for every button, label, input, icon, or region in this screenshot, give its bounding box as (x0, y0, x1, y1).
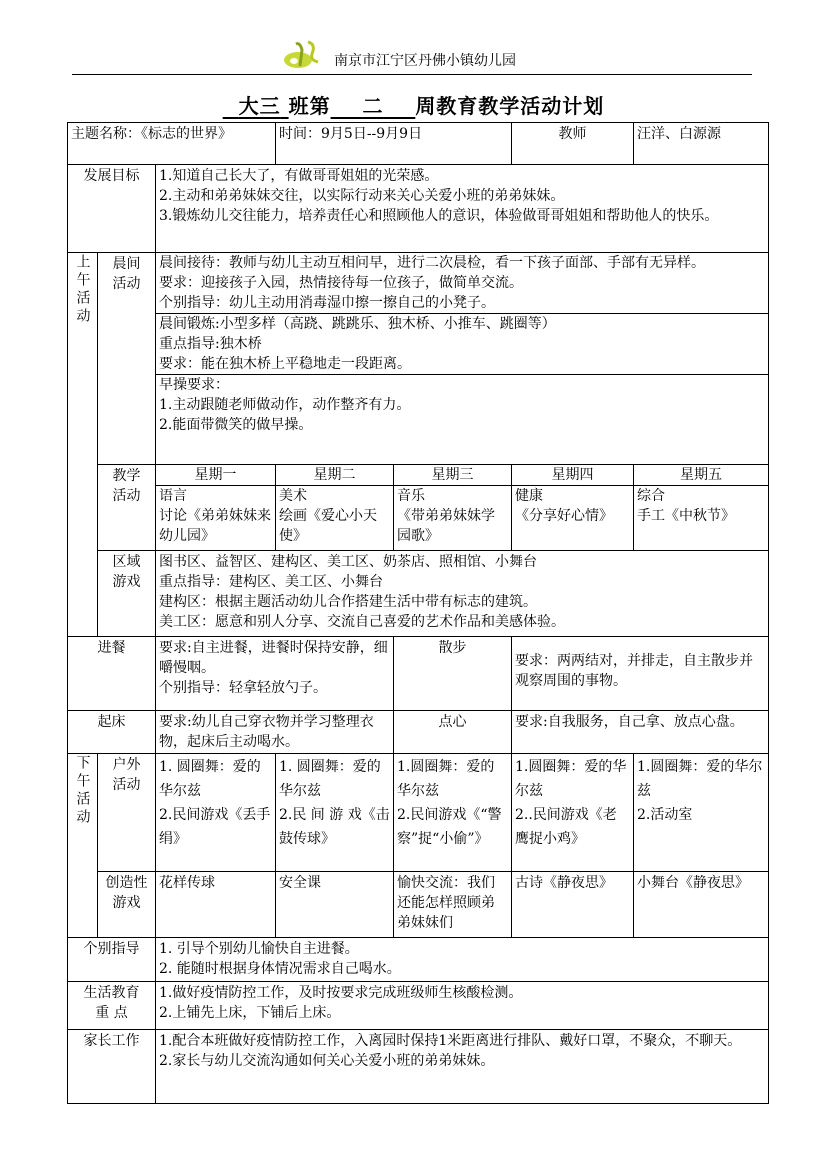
outdoor-wednesday: 1.圆圈舞：爱的华尔兹 2.民间游戏《“警察”捉“小偷”》 (394, 754, 512, 872)
week-fill: 二 (362, 94, 384, 118)
parents-label: 家长工作 (68, 1030, 156, 1104)
header-divider (72, 74, 752, 75)
teaching-label: 教学活动 (98, 465, 156, 551)
life-row (68, 982, 769, 1030)
snack-label: 点心 (394, 711, 512, 754)
creative-thursday: 古诗《静夜思》 (512, 872, 634, 938)
morning-activity-content (156, 253, 769, 465)
school-name: 南京市江宁区丹佛小镇幼儿园 (334, 53, 516, 69)
area-content: 图书区、益智区、建构区、美工区、奶茶店、照相馆、小舞台 重点指导：建构区、美工区、小舞台 建构区：根据主题活动幼儿合作搭建生活中带有标志的建筑。 美工区：愿意和别人分享、交流自己喜爱的艺术作品和美感体验。 (156, 551, 769, 637)
guidance-content: 1. 引导个别幼儿愉快自主进餐。 2. 能随时根据身体情况需求自己喝水。 (156, 938, 769, 982)
teacher-label: 教师 (512, 123, 634, 165)
creative-row (68, 872, 769, 938)
theme-name: 主题名称：《标志的世界》 (68, 123, 276, 165)
guidance-label: 个别指导 (68, 938, 156, 982)
goals-content (156, 165, 769, 253)
area-label: 区域游戏 (98, 551, 156, 637)
morning-label: 上午活动 (68, 253, 98, 637)
title-rest: 周教育教学活动计划 (415, 94, 605, 118)
outdoor-thursday: 1.圆圈舞：爱的华尔兹 2..民间游戏《老鹰捉小鸡》 (512, 754, 634, 872)
goal-item: 3.锻炼幼儿交往能力，培养责任心和照顾他人的意识，体验做哥哥姐姐和帮助他人的快乐。 (159, 208, 719, 224)
goals-label: 发展目标 (68, 165, 156, 253)
wake-row (68, 711, 769, 754)
snack-content: 要求:自我服务，自己拿、放点心盘。 (512, 711, 769, 754)
morning-activity-label: 晨间活动 (98, 253, 156, 465)
creative-friday: 小舞台《静夜思》 (634, 872, 769, 938)
teaching-wednesday: 星期三 音乐 《带弟弟妹妹学园歌》 (394, 465, 512, 551)
morning-activity-row (68, 253, 769, 465)
teaching-thursday: 星期四 健康 《分享好心情》 (512, 465, 634, 551)
guidance-row (68, 938, 769, 982)
goal-item: 2.主动和弟弟妹妹交往，以实际行动来关心关爱小班的弟弟妹妹。 (159, 188, 565, 204)
creative-wednesday: 愉快交流：我们还能怎样照顾弟弟妹妹们 (394, 872, 512, 938)
reception-block: 晨间接待：教师与幼儿主动互相问早，进行二次晨检，看一下孩子面部、手部有无异样。 要求：迎接孩子入园，热情接待每一位孩子，做简单交流。 个别指导：幼儿主动用消毒湿巾擦一擦自己的小凳子。 (156, 253, 768, 314)
weekday-header: 星期三 (394, 465, 511, 486)
weekly-plan-table (67, 122, 769, 1104)
outdoor-row (68, 754, 769, 872)
teacher-names: 汪洋、白源源 (634, 123, 769, 165)
exercise-block: 晨间锻炼:小型多样（高跷、跳跳乐、独木桥、小推车、跳圈等） 重点指导:独木桥 要求：能在独木桥上平稳地走一段距离。 (156, 314, 768, 375)
parents-row (68, 1030, 769, 1104)
outdoor-monday: 1. 圆圈舞：爱的华尔兹 2.民间游戏《丢手绢》 (156, 754, 276, 872)
teaching-tuesday: 星期二 美术 绘画《爱心小天使》 (276, 465, 394, 551)
class-fill: 大三 (238, 94, 281, 118)
afternoon-label: 下午活动 (68, 754, 98, 938)
life-content: 1.做好疫情防控工作，及时按要求完成班级师生核酸检测。 2.上铺先上床，下铺后上床。 (156, 982, 769, 1030)
outdoor-label: 户外活动 (98, 754, 156, 872)
goal-item: 1.知道自己长大了，有做哥哥姐姐的光荣感。 (159, 168, 439, 184)
meal-label: 进餐 (68, 637, 156, 711)
weekday-header: 星期一 (156, 465, 275, 486)
teaching-row (68, 465, 769, 551)
walk-label: 散步 (394, 637, 512, 711)
creative-label: 创造性游戏 (98, 872, 156, 938)
parents-content: 1.配合本班做好疫情防控工作，入离园时保持1米距离进行排队、戴好口罩，不聚众，不聊天。 2.家长与幼儿交流沟通如何关心关爱小班的弟弟妹妹。 (156, 1030, 769, 1104)
wake-label: 起床 (68, 711, 156, 754)
drill-block: 早操要求： 1.主动跟随老师做动作，动作整齐有力。 2.能面带微笑的做早操。 (159, 377, 411, 433)
meal-row (68, 637, 769, 711)
page-header (72, 36, 752, 76)
teaching-monday: 星期一 语言 讨论《弟弟妹妹来幼儿园》 (156, 465, 276, 551)
meal-content: 要求:自主进餐，进餐时保持安静，细嚼慢咽。 个别指导：轻拿轻放勺子。 (156, 637, 394, 711)
life-label: 生活教育重 点 (68, 982, 156, 1030)
weekday-header: 星期二 (276, 465, 393, 486)
theme-row (68, 123, 769, 165)
walk-content: 要求：两两结对，并排走，自主散步并观察周围的事物。 (512, 637, 769, 711)
wake-content: 要求:幼儿自己穿衣物并学习整理衣物，起床后主动喝水。 (156, 711, 394, 754)
outdoor-tuesday: 1. 圆圈舞：爱的华尔兹 2.民 间 游 戏《击鼓传球》 (276, 754, 394, 872)
creative-tuesday: 安全课 (276, 872, 394, 938)
teaching-friday: 星期五 综合 手工《中秋节》 (634, 465, 769, 551)
weekday-header: 星期四 (512, 465, 633, 486)
theme-time: 时间：9月5日--9月9日 (276, 123, 512, 165)
school-logo-icon (282, 40, 328, 70)
area-row (68, 551, 769, 637)
title-class-word: 班第 (288, 94, 331, 118)
weekday-header: 星期五 (634, 465, 768, 486)
outdoor-friday: 1.圆圈舞：爱的华尔兹 2.活动室 (634, 754, 769, 872)
creative-monday: 花样传球 (156, 872, 276, 938)
goals-row (68, 165, 769, 253)
page-title (0, 90, 827, 119)
